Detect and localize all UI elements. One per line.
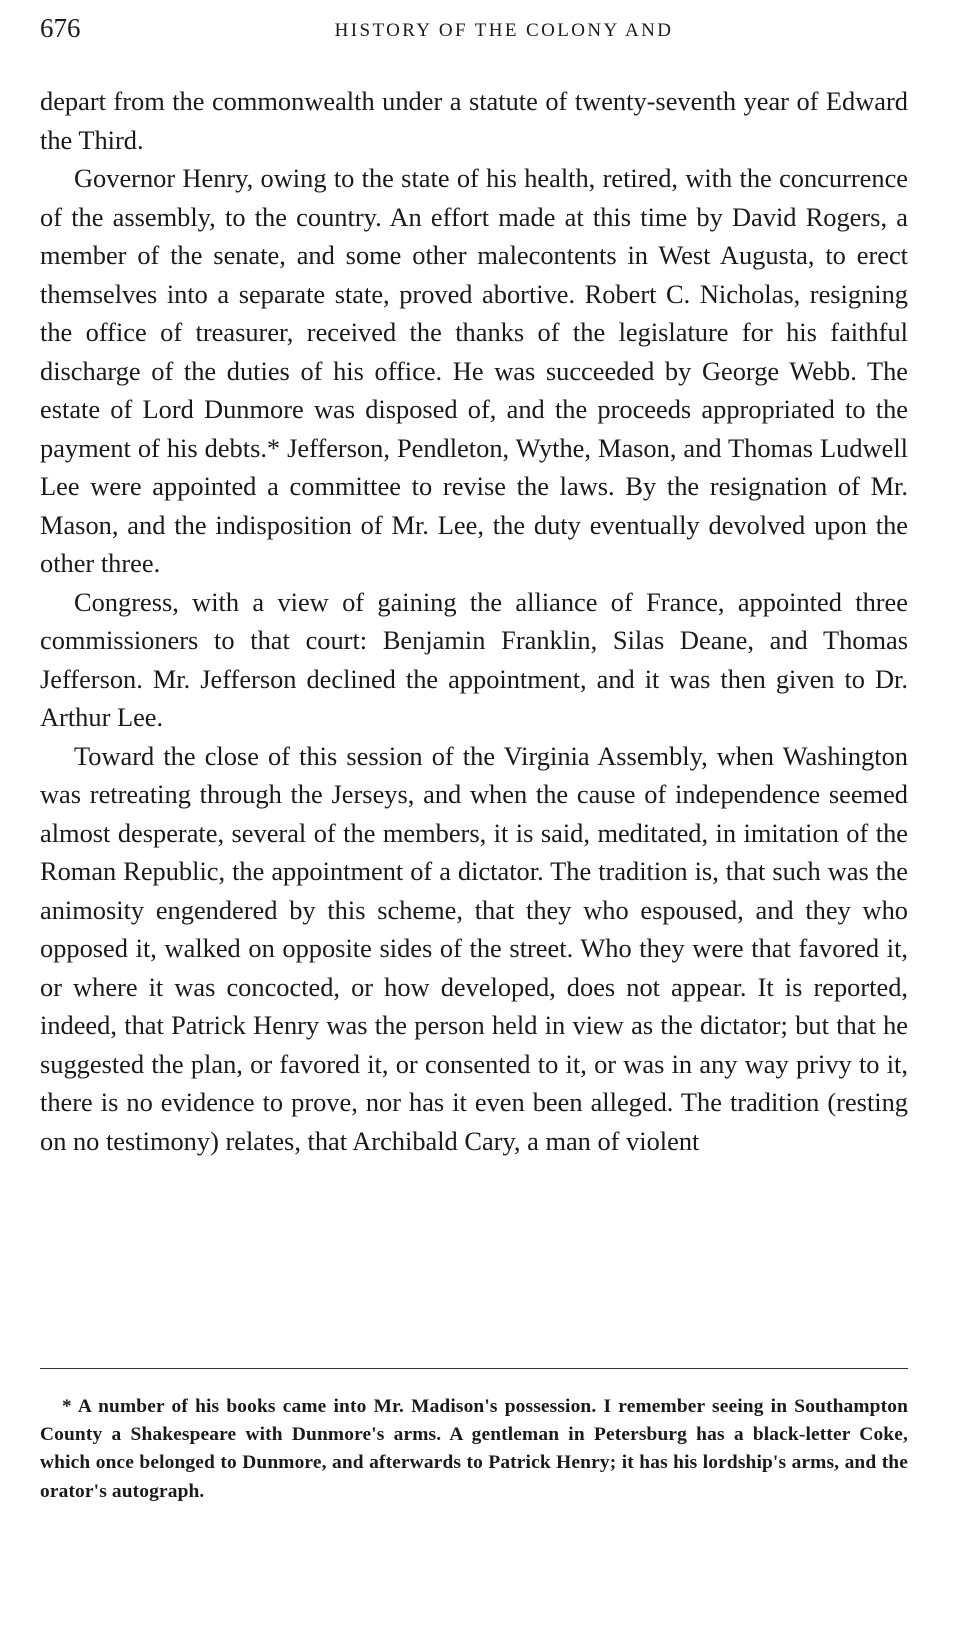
body-text [40, 82, 908, 1160]
paragraph-dictator: Toward the close of this session of the Virginia Assembly, when Washington was retreating through the Jerseys, and when the cause of independence seemed almost desperate, several of the members, it is said, meditated, in imitation of the Roman Republic, the appointment of a dictator. The tradition is, that such was the animosity engendered by this scheme, that they who espoused, and they who opposed it, walked on opposite sides of the street. Who they were that favored it, or where it was concocted, or how developed, does not appear. It is reported, indeed, that Patrick Henry was the person held in view as the dictator; but that he suggested the plan, or favored it, or consented to it, or was in any way privy to it, there is no evidence to prove, nor has it even been alleged. The tradition (resting on no testimony) relates, that Archibald Cary, a man of violent [40, 740, 908, 1156]
footnote-divider [40, 1368, 908, 1369]
paragraph-continued: depart from the commonwealth under a statute of twenty-seventh year of Edward the Third. [40, 86, 908, 155]
footnote: * A number of his books came into Mr. Madison's possession. I remember seeing in Southampton County a Shakespeare with Dunmore's arms. A gentleman in Petersburg has a black-letter Coke, which once belonged to Dunmore, and afterwards to Patrick Henry; it has his lordship's arms, and the orator's autograph. [40, 1396, 908, 1502]
paragraph-governor-henry: Governor Henry, owing to the state of his health, retired, with the concurrence of the assembly, to the country. An effort made at this time by David Rogers, a member of the senate, and some other malecontents in West Augusta, to erect themselves into a separate state, proved abortive. Robert C. Nicholas, resigning the office of treasurer, received the thanks of the legislature for his faithful discharge of the duties of his office. He was succeeded by George Webb. The estate of Lord Dunmore was disposed of, and the proceeds appropriated to the payment of his debts.* Jefferson, Pendleton, Wythe, Mason, and Thomas Ludwell Lee were appointed a committee to revise the laws. By the resignation of Mr. Mason, and the indisposition of Mr. Lee, the duty eventually devolved upon the other three. [40, 163, 908, 578]
running-head [40, 10, 908, 46]
page-number: 676 [40, 13, 81, 43]
running-title: HISTORY OF THE COLONY AND [334, 20, 674, 41]
paragraph-congress: Congress, with a view of gaining the alliance of France, appointed three commissioners to that court: Benjamin Franklin, Silas Deane, and Thomas Jefferson. Mr. Jefferson declined the appointment, and it was then given to Dr. Arthur Lee. [40, 586, 908, 732]
